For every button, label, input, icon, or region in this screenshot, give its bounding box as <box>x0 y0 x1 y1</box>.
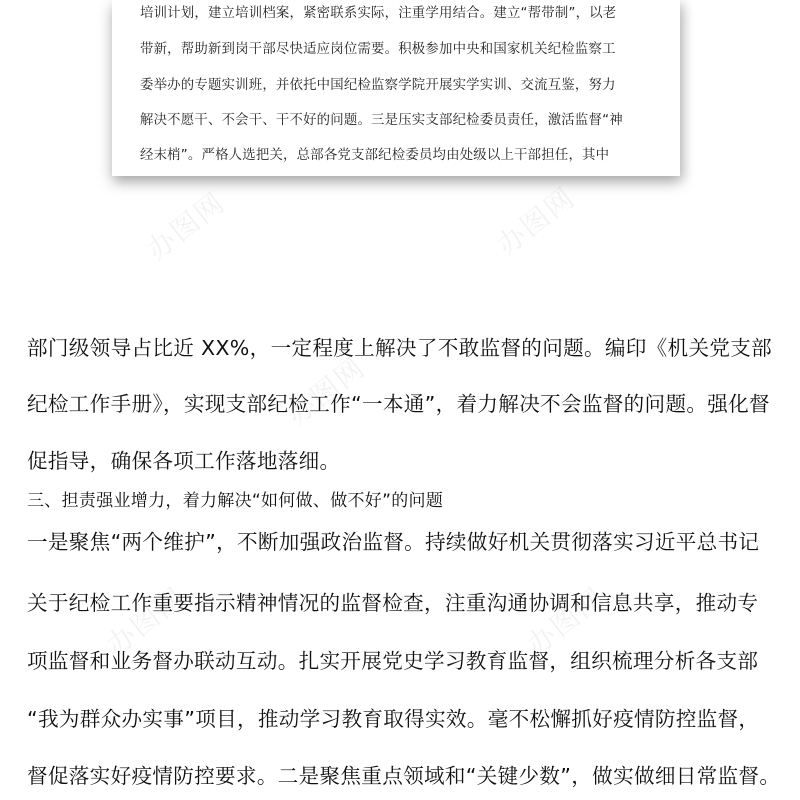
watermark: 办图网 <box>140 185 232 267</box>
watermark: 办图网 <box>100 580 192 662</box>
body-paragraph-line: 关于纪检工作重要指示精神情况的监督检查，注重沟通协调和信息共享，推动专 <box>27 591 759 615</box>
section-heading: 三、担责强业增力，着力解决“如何做、做不好”的问题 <box>27 491 444 511</box>
preview-line-4: 解决不愿干、不会干、干不好的问题。三是压实支部纪检委员责任，激活监督“神 <box>140 113 623 128</box>
preview-line-2: 带新，帮助新到岗干部尽快适应岗位需要。积极参加中央和国家机关纪检监察工 <box>140 42 616 57</box>
watermark: 办图网 <box>520 580 612 662</box>
watermark: 办图网 <box>280 350 372 432</box>
body-paragraph-line: 督促落实好疫情防控要求。二是聚焦重点领域和“关键少数”，做实做细日常监督。 <box>27 764 781 788</box>
body-paragraph-line: 部门级领导占比近 XX%，一定程度上解决了不敢监督的问题。编印《机关党支部 <box>27 336 773 360</box>
body-paragraph-line: 项监督和业务督办联动互动。扎实开展党史学习教育监督，组织梳理分析各支部 <box>27 649 759 673</box>
body-paragraph-line: 促指导，确保各项工作落地落细。 <box>27 449 341 473</box>
body-paragraph-line: “我为群众办实事”项目，推动学习教育取得实效。毫不松懈抓好疫情防控监督， <box>27 707 760 731</box>
document-preview-card <box>112 0 680 176</box>
preview-line-1: 培训计划，建立培训档案，紧密联系实际，注重学用结合。建立“帮带制”，以老 <box>140 6 617 21</box>
body-paragraph-line: 一是聚焦“两个维护”，不断加强政治监督。持续做好机关贯彻落实习近平总书记 <box>27 530 760 554</box>
watermark: 办图网 <box>490 180 582 262</box>
preview-line-5: 经末梢”。严格人选把关，总部各党支部纪检委员均由处级以上干部担任，其中 <box>140 148 610 163</box>
preview-line-3: 委举办的专题实训班，并依托中国纪检监察学院开展实学实训、交流互鉴，努力 <box>140 78 616 93</box>
body-paragraph-line: 纪检工作手册》，实现支部纪检工作“一本通”，着力解决不会监督的问题。强化督 <box>27 392 770 416</box>
